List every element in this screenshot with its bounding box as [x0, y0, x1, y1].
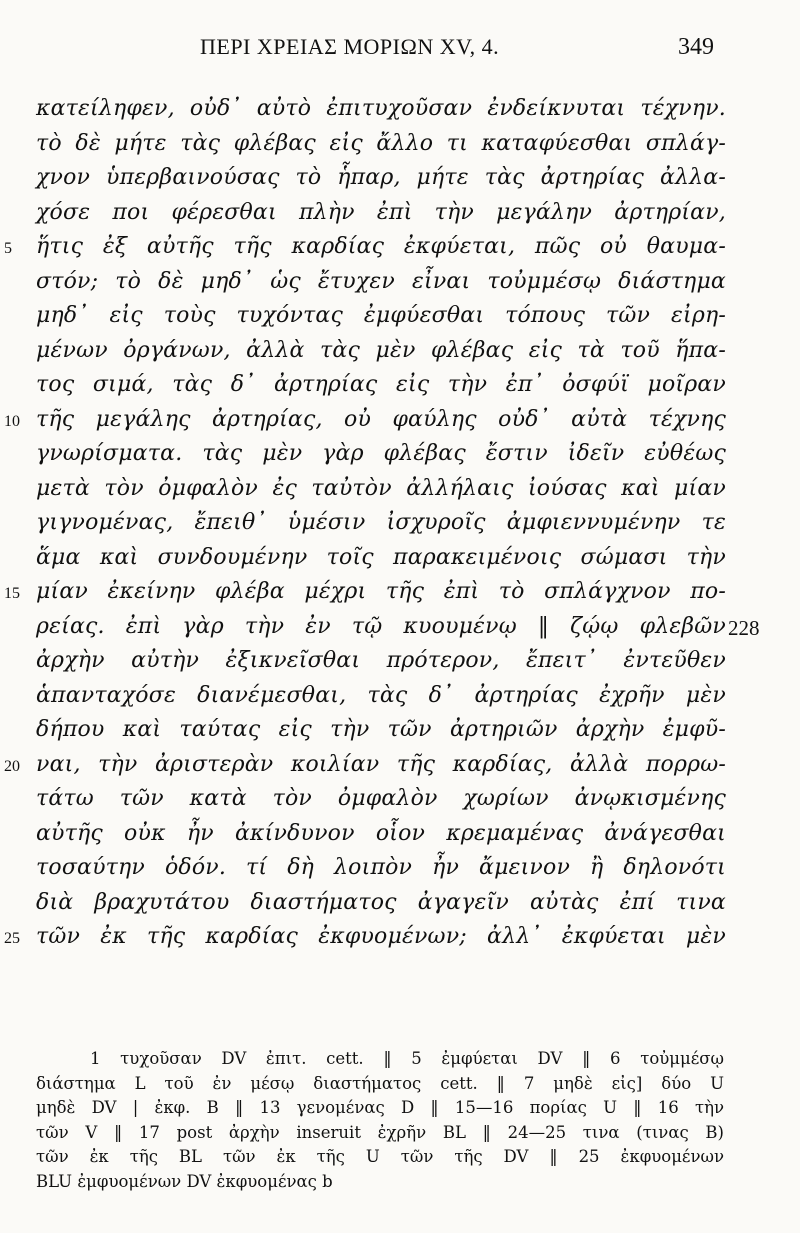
line-text: δήπου καὶ ταύτας εἰς τὴν τῶν ἀρτηριῶν ἀρχὴν ἐμφῦ- [36, 717, 726, 742]
text-line [0, 748, 800, 783]
critical-apparatus [0, 1047, 800, 1194]
text-line [0, 299, 800, 334]
apparatus-text: BLU ἐμφυομένων DV ἐκφυομένας b [36, 1171, 333, 1191]
text-line [0, 817, 800, 852]
line-text: ἥτις ἐξ αὐτῆς τῆς καρδίας ἐκφύεται, πῶς οὐ θαυμα- [36, 234, 726, 259]
line-text: ρείας. ἐπὶ γὰρ τὴν ἐν τῷ κυουμένῳ ‖ ζῴῳ φλεβῶν [36, 613, 726, 639]
line-text: τῶν ἐκ τῆς καρδίας ἐκφυομένων; ἀλλ᾽ ἐκφύεται μὲν [36, 924, 726, 949]
apparatus-text: διάστημα L τοῦ ἐν μέσῳ διαστήματος cett. ‖ 7 μηδὲ εἰς] δύο U [36, 1073, 724, 1093]
line-number: 25 [4, 930, 20, 947]
text-line [0, 265, 800, 300]
apparatus-text: 1 τυχοῦσαν DV ἐπιτ. cett. ‖ 5 ἐμφύεται DV ‖ 6 τοὐμμέσῳ [90, 1049, 724, 1068]
apparatus-line [0, 1121, 800, 1146]
running-head: ΠΕΡΙ ΧΡΕΙΑΣ ΜΟΡΙΩΝ XV, 4. [200, 34, 500, 59]
line-text: τὸ δὲ μήτε τὰς φλέβας εἰς ἄλλο τι καταφύεσθαι σπλάγ- [36, 130, 726, 156]
text-line [0, 230, 800, 265]
text-line [0, 575, 800, 610]
text-line [0, 196, 800, 231]
margin-page-reference: 228 [728, 615, 760, 640]
line-text: ἀρχὴν αὐτὴν ἐξικνεῖσθαι πρότερον, ἔπειτ᾽ ἐντεῦθεν [36, 648, 726, 673]
line-text: μένων ὀργάνων, ἀλλὰ τὰς μὲν φλέβας εἰς τὰ τοῦ ἥπα- [36, 337, 726, 363]
text-line [0, 472, 800, 507]
text-line [0, 679, 800, 714]
apparatus-line [0, 1047, 800, 1072]
text-line [0, 437, 800, 472]
text-line [0, 644, 800, 679]
line-text: μετὰ τὸν ὀμφαλὸν ἐς ταὐτὸν ἀλλήλαις ἰούσας καὶ μίαν [36, 475, 726, 501]
text-line [0, 334, 800, 369]
line-number: 15 [4, 585, 20, 602]
line-text: ἁπανταχόσε διανέμεσθαι, τὰς δ᾽ ἀρτηρίας ἐχρῆν μὲν [36, 682, 726, 708]
text-line [0, 403, 800, 438]
apparatus-text: μηδὲ DV | ἐκφ. B ‖ 13 γενομένας D ‖ 15—16 πορίας U ‖ 16 τὴν [36, 1098, 724, 1117]
text-line [0, 886, 800, 921]
text-line [0, 368, 800, 403]
text-line [0, 782, 800, 817]
line-text: ἅμα καὶ συνδουμένην τοῖς παρακειμένοις σώμασι τὴν [36, 544, 726, 570]
line-text: μηδ᾽ εἰς τοὺς τυχόντας ἐμφύεσθαι τόπους τῶν εἰρη- [36, 303, 726, 328]
apparatus-text: τῶν V ‖ 17 post ἀρχὴν inseruit ἐχρῆν BL ‖ 24—25 τινα (τινας B) [36, 1122, 724, 1142]
line-text: ναι, τὴν ἀριστερὰν κοιλίαν τῆς καρδίας, ἀλλὰ πορρω- [36, 751, 726, 777]
apparatus-line [0, 1096, 800, 1121]
line-text: στόν; τὸ δὲ μηδ᾽ ὡς ἔτυχεν εἶναι τοὐμμέσῳ διάστημα [36, 268, 726, 294]
text-line [0, 713, 800, 748]
line-text: τοσαύτην ὁδόν. τί δὴ λοιπὸν ἦν ἄμεινον ἢ δηλονότι [36, 855, 726, 880]
apparatus-line [0, 1072, 800, 1097]
apparatus-line [0, 1170, 800, 1195]
text-line [0, 920, 800, 955]
apparatus-line [0, 1145, 800, 1170]
text-line [0, 161, 800, 196]
line-text: γιγνομένας, ἔπειθ᾽ ὑμέσιν ἰσχυροῖς ἀμφιεννυμένην τε [36, 510, 726, 535]
line-text: χνον ὑπερβαινούσας τὸ ἧπαρ, μήτε τὰς ἀρτηρίας ἀλλα- [36, 165, 726, 190]
line-text: κατείληφεν, οὐδ᾽ αὐτὸ ἐπιτυχοῦσαν ἐνδείκνυται τέχνην. [36, 96, 726, 121]
text-line [0, 127, 800, 162]
line-text: γνωρίσματα. τὰς μὲν γὰρ φλέβας ἔστιν ἰδεῖν εὐθέως [36, 441, 726, 466]
text-line [0, 610, 800, 645]
line-number: 5 [4, 240, 12, 257]
text-line [0, 851, 800, 886]
text-line [0, 92, 800, 127]
line-number: 10 [4, 412, 20, 430]
greek-text-body [0, 92, 800, 955]
apparatus-text: τῶν ἐκ τῆς BL τῶν ἐκ τῆς U τῶν τῆς DV ‖ 25 ἐκφυομένων [36, 1147, 724, 1166]
line-text: διὰ βραχυτάτου διαστήματος ἀγαγεῖν αὐτὰς ἐπί τινα [36, 889, 726, 915]
line-number: 20 [4, 757, 20, 775]
page-number: 349 [678, 34, 714, 60]
line-text: μίαν ἐκείνην φλέβα μέχρι τῆς ἐπὶ τὸ σπλάγχνον πο- [36, 579, 726, 604]
line-text: αὐτῆς οὐκ ἦν ἀκίνδυνον οἷον κρεμαμένας ἀνάγεσθαι [36, 820, 726, 846]
text-line [0, 541, 800, 576]
page-header [0, 34, 800, 68]
line-text: τος σιμά, τὰς δ᾽ ἀρτηρίας εἰς τὴν ἐπ᾽ ὀσφύϊ μοῖραν [36, 372, 726, 397]
line-text: τῆς μεγάλης ἀρτηρίας, οὐ φαύλης οὐδ᾽ αὐτὰ τέχνης [36, 406, 726, 432]
line-text: χόσε ποι φέρεσθαι πλὴν ἐπὶ τὴν μεγάλην ἀρτηρίαν, [36, 199, 726, 225]
text-line [0, 506, 800, 541]
line-text: τάτω τῶν κατὰ τὸν ὀμφαλὸν χωρίων ἀνῳκισμένης [36, 786, 726, 811]
